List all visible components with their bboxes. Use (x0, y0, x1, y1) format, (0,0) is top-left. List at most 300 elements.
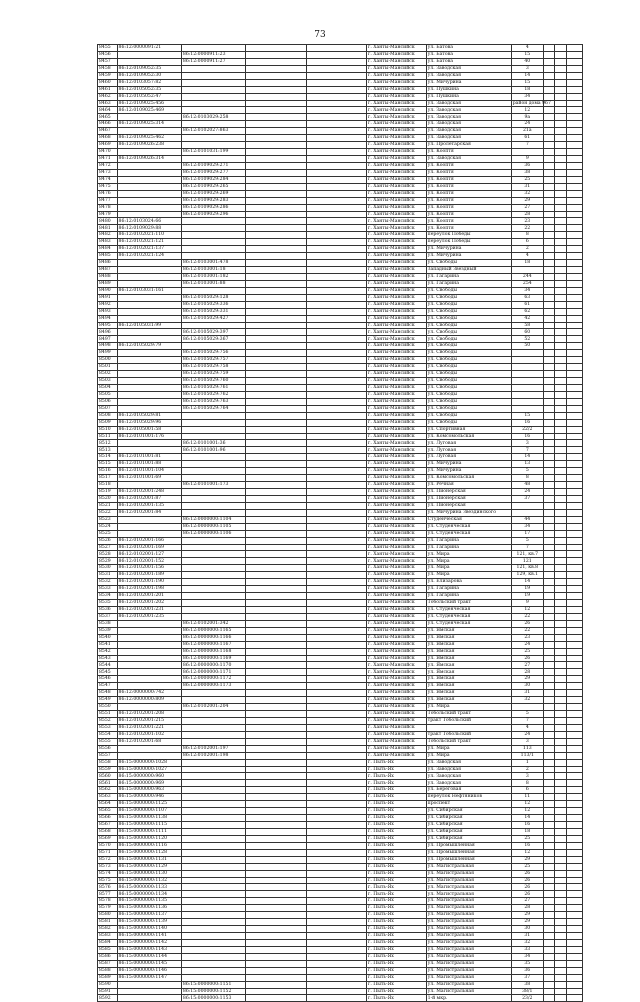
extra-3-cell (566, 780, 582, 787)
cadastral-number-a-cell: 86:12:0102001:202 (117, 600, 181, 607)
extra-1-cell (543, 482, 554, 489)
table-row (98, 364, 583, 371)
extra-1-cell (543, 766, 554, 773)
street-cell: ул. Свободы (426, 343, 511, 350)
locality-cell: г. Ханты-Мансийск (366, 655, 426, 662)
locality-cell: г. Ханты-Мансийск (366, 86, 426, 93)
cadastral-number-c-cell (246, 336, 307, 343)
extra-1-cell (543, 787, 554, 794)
cadastral-number-a-cell: 86:15:0000000:1131 (117, 856, 181, 863)
cadastral-number-d-cell (307, 475, 367, 482)
extra-2-cell (555, 995, 566, 1002)
extra-3-cell (566, 870, 582, 877)
table-row (98, 600, 583, 607)
locality-cell: г. Ханты-Мансийск (366, 502, 426, 509)
row-number-cell: 8509 (98, 419, 118, 426)
cadastral-number-b-cell: 86:12:0000000:1106 (181, 530, 245, 537)
locality-cell: г. Пыть-Ях (366, 856, 426, 863)
cadastral-number-a-cell (117, 634, 181, 641)
cadastral-number-c-cell (246, 551, 307, 558)
cadastral-number-d-cell (307, 156, 367, 163)
cadastral-number-b-cell (181, 218, 245, 225)
locality-cell: г. Ханты-Мансийск (366, 475, 426, 482)
locality-cell: г. Ханты-Мансийск (366, 551, 426, 558)
cadastral-number-a-cell: 86:15:0000000:1028 (117, 759, 181, 766)
cadastral-number-b-cell (181, 232, 245, 239)
cadastral-number-c-cell (246, 981, 307, 988)
cadastral-number-b-cell (181, 815, 245, 822)
street-cell: ул. Магистральная (426, 960, 511, 967)
cadastral-number-d-cell (307, 801, 367, 808)
row-number-cell: 8470 (98, 149, 118, 156)
house-number-cell (511, 391, 543, 398)
cadastral-number-b-cell (181, 939, 245, 946)
cadastral-number-b-cell (181, 551, 245, 558)
cadastral-number-a-cell (117, 315, 181, 322)
cadastral-number-d-cell (307, 225, 367, 232)
extra-1-cell (543, 537, 554, 544)
row-number-cell: 8489 (98, 280, 118, 287)
cadastral-number-d-cell (307, 953, 367, 960)
extra-2-cell (555, 246, 566, 253)
table-row (98, 835, 583, 842)
table-row (98, 891, 583, 898)
locality-cell: г. Ханты-Мансийск (366, 606, 426, 613)
house-number-cell: 23 (511, 634, 543, 641)
extra-1-cell (543, 856, 554, 863)
street-cell: ул. Свободы (426, 378, 511, 385)
street-cell: ул. Кооптя (426, 190, 511, 197)
extra-1-cell (543, 280, 554, 287)
cadastral-number-d-cell (307, 842, 367, 849)
row-number-cell: 8553 (98, 724, 118, 731)
extra-3-cell (566, 45, 582, 52)
cadastral-number-c-cell (246, 822, 307, 829)
house-number-cell: 1 (511, 759, 543, 766)
cadastral-number-d-cell (307, 933, 367, 940)
extra-2-cell (555, 835, 566, 842)
extra-2-cell (555, 426, 566, 433)
table-row (98, 51, 583, 58)
extra-3-cell (566, 704, 582, 711)
house-number-cell: 25 (511, 863, 543, 870)
table-row (98, 704, 583, 711)
extra-3-cell (566, 960, 582, 967)
table-row (98, 336, 583, 343)
locality-cell: г. Ханты-Мансийск (366, 676, 426, 683)
street-cell: ул. Ямская (426, 662, 511, 669)
house-number-cell: 7 (511, 544, 543, 551)
house-number-cell: 18 (511, 260, 543, 267)
cadastral-number-c-cell (246, 322, 307, 329)
cadastral-number-a-cell: 86:12:0102001:221 (117, 724, 181, 731)
table-row (98, 135, 583, 142)
street-cell: ул. Студенческая (426, 613, 511, 620)
cadastral-number-a-cell: 86:15:0000000:1134 (117, 891, 181, 898)
extra-1-cell (543, 211, 554, 218)
cadastral-number-c-cell (246, 516, 307, 523)
cadastral-number-a-cell: 86:15:0000000:1138 (117, 815, 181, 822)
street-cell: ул. Магистральная (426, 974, 511, 981)
table-row (98, 419, 583, 426)
extra-1-cell (543, 863, 554, 870)
extra-2-cell (555, 870, 566, 877)
cadastral-number-b-cell (181, 79, 245, 86)
house-number-cell: 2 (511, 246, 543, 253)
house-number-cell: 25 (511, 648, 543, 655)
cadastral-number-d-cell (307, 960, 367, 967)
house-number-cell: район дома 967 (512, 100, 551, 106)
street-cell: ул. Магистральная (426, 926, 511, 933)
extra-1-cell (543, 641, 554, 648)
cadastral-number-d-cell (307, 690, 367, 697)
locality-cell: г. Ханты-Мансийск (366, 273, 426, 280)
cadastral-number-d-cell (307, 190, 367, 197)
cadastral-number-a-cell: 86:12:0102001:135 (117, 502, 181, 509)
cadastral-number-b-cell: 86:12:0109029:277 (181, 169, 245, 176)
extra-3-cell (566, 863, 582, 870)
cadastral-number-c-cell (246, 447, 307, 454)
row-number-cell: 8577 (98, 891, 118, 898)
cadastral-number-a-cell: 86:12:0103024:66 (117, 218, 181, 225)
row-number-cell: 8583 (98, 933, 118, 940)
extra-3-cell (566, 128, 582, 135)
cadastral-number-c-cell (246, 766, 307, 773)
street-cell: ул. Магистральная (426, 919, 511, 926)
extra-1-cell (543, 107, 554, 114)
cadastral-number-a-cell: 86:12:0102001:208 (117, 711, 181, 718)
cadastral-number-d-cell (307, 364, 367, 371)
cadastral-number-c-cell (246, 627, 307, 634)
locality-cell: г. Пыть-Ях (366, 995, 426, 1002)
locality-cell: г. Пыть-Ях (366, 849, 426, 856)
extra-2-cell (555, 704, 566, 711)
cadastral-number-c-cell (246, 350, 307, 357)
cadastral-number-c-cell (246, 142, 307, 149)
cadastral-number-b-cell (181, 870, 245, 877)
cadastral-number-b-cell (181, 912, 245, 919)
extra-2-cell (555, 398, 566, 405)
cadastral-number-c-cell (246, 676, 307, 683)
cadastral-number-b-cell: 86:12:0000000:1171 (181, 669, 245, 676)
cadastral-number-b-cell (181, 489, 245, 496)
extra-1-cell (543, 919, 554, 926)
cadastral-number-c-cell (246, 357, 307, 364)
street-cell: ул. Заводская (426, 72, 511, 79)
cadastral-number-d-cell (307, 516, 367, 523)
house-number-cell: 113 (511, 745, 543, 752)
cadastral-number-c-cell (246, 842, 307, 849)
cadastral-number-b-cell (181, 613, 245, 620)
cadastral-number-b-cell (181, 565, 245, 572)
row-number-cell: 8592 (98, 995, 118, 1002)
table-row (98, 183, 583, 190)
cadastral-number-a-cell: 86:12:0105052:47 (117, 93, 181, 100)
extra-3-cell (566, 884, 582, 891)
extra-3-cell (566, 176, 582, 183)
street-cell: ул. Пушкина (426, 93, 511, 100)
street-cell: ул. Пионерская (426, 502, 511, 509)
house-number-cell: 15 (511, 412, 543, 419)
cadastral-number-d-cell (307, 162, 367, 169)
cadastral-number-d-cell (307, 697, 367, 704)
extra-1-cell (543, 724, 554, 731)
extra-2-cell (555, 669, 566, 676)
street-cell: Студенческая (426, 516, 511, 523)
cadastral-number-b-cell (181, 600, 245, 607)
house-number-cell: 25 (511, 176, 543, 183)
extra-2-cell (555, 724, 566, 731)
row-number-cell: 8512 (98, 440, 118, 447)
extra-1-cell (543, 169, 554, 176)
street-cell: ул. Свободы (426, 315, 511, 322)
cadastral-number-b-cell: 86:12:0000000:1170 (181, 662, 245, 669)
extra-3-cell (566, 197, 582, 204)
table-row (98, 391, 583, 398)
cadastral-number-a-cell (117, 308, 181, 315)
extra-3-cell (566, 440, 582, 447)
extra-1-cell (543, 135, 554, 142)
cadastral-number-a-cell: 86:12:0102001:189 (117, 572, 181, 579)
extra-1-cell (543, 794, 554, 801)
cadastral-number-d-cell (307, 606, 367, 613)
locality-cell: г. Ханты-Мансийск (366, 537, 426, 544)
cadastral-number-c-cell (246, 974, 307, 981)
extra-2-cell (555, 544, 566, 551)
table-row (98, 863, 583, 870)
table-row (98, 537, 583, 544)
table-row (98, 558, 583, 565)
table-row (98, 426, 583, 433)
cadastral-number-b-cell (181, 933, 245, 940)
street-cell: ул. Свободы (426, 294, 511, 301)
house-number-cell: 121, кв.7 (511, 551, 543, 558)
house-number-cell: 9 (511, 600, 543, 607)
extra-1-cell (543, 86, 554, 93)
cadastral-number-a-cell (117, 391, 181, 398)
row-number-cell: 8521 (98, 502, 118, 509)
street-cell: переулок Победы (426, 239, 511, 246)
cadastral-number-a-cell: 86:15:0000000:1027 (117, 766, 181, 773)
cadastral-number-a-cell: 86:12:0000000:809 (117, 697, 181, 704)
house-number-cell: 29 (511, 197, 543, 204)
page-number: 73 (314, 30, 326, 40)
cadastral-number-b-cell (181, 558, 245, 565)
cadastral-number-b-cell (181, 946, 245, 953)
cadastral-number-b-cell (181, 537, 245, 544)
table-row (98, 905, 583, 912)
house-number-cell: 11 (511, 794, 543, 801)
cadastral-number-d-cell (307, 100, 367, 107)
register-table (97, 44, 583, 1002)
cadastral-number-d-cell (307, 967, 367, 974)
extra-2-cell (555, 350, 566, 357)
extra-2-cell (555, 884, 566, 891)
cadastral-number-b-cell: 86:12:0103001:88 (181, 280, 245, 287)
extra-3-cell (566, 981, 582, 988)
extra-1-cell (543, 322, 554, 329)
table-row (98, 572, 583, 579)
street-cell: ул. Кооптя (426, 204, 511, 211)
extra-3-cell (566, 697, 582, 704)
extra-3-cell (566, 391, 582, 398)
row-number-cell: 8563 (98, 794, 118, 801)
extra-2-cell (555, 794, 566, 801)
house-number-cell: 38 (511, 169, 543, 176)
extra-1-cell (543, 551, 554, 558)
house-number-cell: 244 (511, 273, 543, 280)
locality-cell: г. Ханты-Мансийск (366, 482, 426, 489)
cadastral-number-c-cell (246, 315, 307, 322)
extra-3-cell (566, 461, 582, 468)
table-row (98, 107, 583, 114)
cadastral-number-c-cell (246, 523, 307, 530)
table-row (98, 849, 583, 856)
extra-1-cell (543, 752, 554, 759)
street-cell: ул. Гагарина (426, 280, 511, 287)
extra-2-cell (555, 364, 566, 371)
extra-3-cell (566, 905, 582, 912)
cadastral-number-c-cell (246, 239, 307, 246)
cadastral-number-d-cell (307, 537, 367, 544)
house-number-cell (511, 384, 543, 391)
street-cell: ул. Свободы (426, 419, 511, 426)
extra-3-cell (566, 135, 582, 142)
cadastral-number-d-cell (307, 329, 367, 336)
extra-1-cell (543, 891, 554, 898)
row-number-cell: 8525 (98, 530, 118, 537)
table-row (98, 405, 583, 412)
extra-3-cell (566, 211, 582, 218)
extra-1-cell (543, 197, 554, 204)
cadastral-number-b-cell: 86:12:0102001:342 (181, 620, 245, 627)
table-row (98, 79, 583, 86)
row-number-cell: 8587 (98, 960, 118, 967)
cadastral-number-d-cell (307, 683, 367, 690)
row-number-cell: 8518 (98, 482, 118, 489)
row-number-cell: 8588 (98, 967, 118, 974)
extra-1-cell (543, 384, 554, 391)
locality-cell: г. Пыть-Ях (366, 905, 426, 912)
cadastral-number-d-cell (307, 884, 367, 891)
street-cell: ул. Гагарина (426, 537, 511, 544)
extra-1-cell (543, 378, 554, 385)
extra-3-cell (566, 898, 582, 905)
street-cell: переулок Победы (426, 232, 511, 239)
cadastral-number-a-cell (117, 995, 181, 1002)
cadastral-number-a-cell: 86:15:0000000:1145 (117, 960, 181, 967)
locality-cell: г. Ханты-Мансийск (366, 343, 426, 350)
extra-3-cell (566, 828, 582, 835)
extra-1-cell (543, 648, 554, 655)
cadastral-number-b-cell: 86:12:0109029:284 (181, 176, 245, 183)
extra-2-cell (555, 225, 566, 232)
extra-3-cell (566, 225, 582, 232)
extra-1-cell (543, 953, 554, 960)
extra-3-cell (566, 891, 582, 898)
locality-cell: г. Пыть-Ях (366, 891, 426, 898)
extra-2-cell (555, 51, 566, 58)
locality-cell: г. Ханты-Мансийск (366, 405, 426, 412)
extra-2-cell (555, 808, 566, 815)
extra-1-cell (543, 162, 554, 169)
extra-1-cell (543, 454, 554, 461)
house-number-cell: 30 (511, 926, 543, 933)
extra-1-cell (543, 371, 554, 378)
street-cell: ул. Магистральная (426, 863, 511, 870)
row-number-cell: 8506 (98, 398, 118, 405)
cadastral-number-a-cell: 86:12:0102001:87 (117, 495, 181, 502)
cadastral-number-d-cell (307, 877, 367, 884)
cadastral-number-a-cell (117, 364, 181, 371)
extra-2-cell (555, 933, 566, 940)
cadastral-number-b-cell (181, 544, 245, 551)
street-cell: ул. Промышленная (426, 849, 511, 856)
cadastral-number-c-cell (246, 745, 307, 752)
row-number-cell: 8488 (98, 273, 118, 280)
table-row (98, 731, 583, 738)
extra-1-cell (543, 572, 554, 579)
house-number-cell: 62 (511, 308, 543, 315)
cadastral-number-b-cell (181, 898, 245, 905)
extra-3-cell (566, 648, 582, 655)
locality-cell: г. Ханты-Мансийск (366, 724, 426, 731)
table-row (98, 780, 583, 787)
house-number-cell: 26 (511, 870, 543, 877)
house-number-cell: 30 (511, 683, 543, 690)
cadastral-number-c-cell (246, 815, 307, 822)
house-number-cell: 36 (511, 967, 543, 974)
cadastral-number-a-cell: 86:12:0105029:96 (117, 419, 181, 426)
cadastral-number-d-cell (307, 405, 367, 412)
extra-3-cell (566, 489, 582, 496)
table-row (98, 204, 583, 211)
cadastral-number-d-cell (307, 51, 367, 58)
locality-cell: г. Ханты-Мансийск (366, 662, 426, 669)
cadastral-number-b-cell (181, 225, 245, 232)
row-number-cell: 8490 (98, 287, 118, 294)
locality-cell: г. Пыть-Ях (366, 933, 426, 940)
extra-2-cell (555, 371, 566, 378)
cadastral-number-c-cell (246, 856, 307, 863)
extra-3-cell (566, 856, 582, 863)
extra-3-cell (566, 336, 582, 343)
house-number-cell: 14 (511, 72, 543, 79)
extra-1-cell (543, 93, 554, 100)
cadastral-number-d-cell (307, 454, 367, 461)
extra-2-cell (555, 301, 566, 308)
locality-cell: г. Ханты-Мансийск (366, 461, 426, 468)
cadastral-number-d-cell (307, 752, 367, 759)
locality-cell: г. Ханты-Мансийск (366, 100, 426, 107)
street-cell: тракт Тобольский (426, 731, 511, 738)
street-cell: ул. Магистральная (426, 946, 511, 953)
street-cell: ул. Мичурина Звездинского (426, 509, 511, 516)
extra-2-cell (555, 648, 566, 655)
extra-1-cell (543, 620, 554, 627)
cadastral-number-a-cell (117, 704, 181, 711)
house-number-cell: 6 (511, 239, 543, 246)
cadastral-number-b-cell: 86:15:0000000:1152 (181, 988, 245, 995)
cadastral-number-d-cell (307, 72, 367, 79)
cadastral-number-b-cell: 86:12:0105029:759 (181, 371, 245, 378)
house-number-cell (511, 398, 543, 405)
extra-2-cell (555, 981, 566, 988)
row-number-cell: 8464 (98, 107, 118, 114)
cadastral-number-a-cell (117, 273, 181, 280)
street-cell: ул. Магистральная (426, 967, 511, 974)
cadastral-number-a-cell: 86:12:0105031:99 (117, 322, 181, 329)
